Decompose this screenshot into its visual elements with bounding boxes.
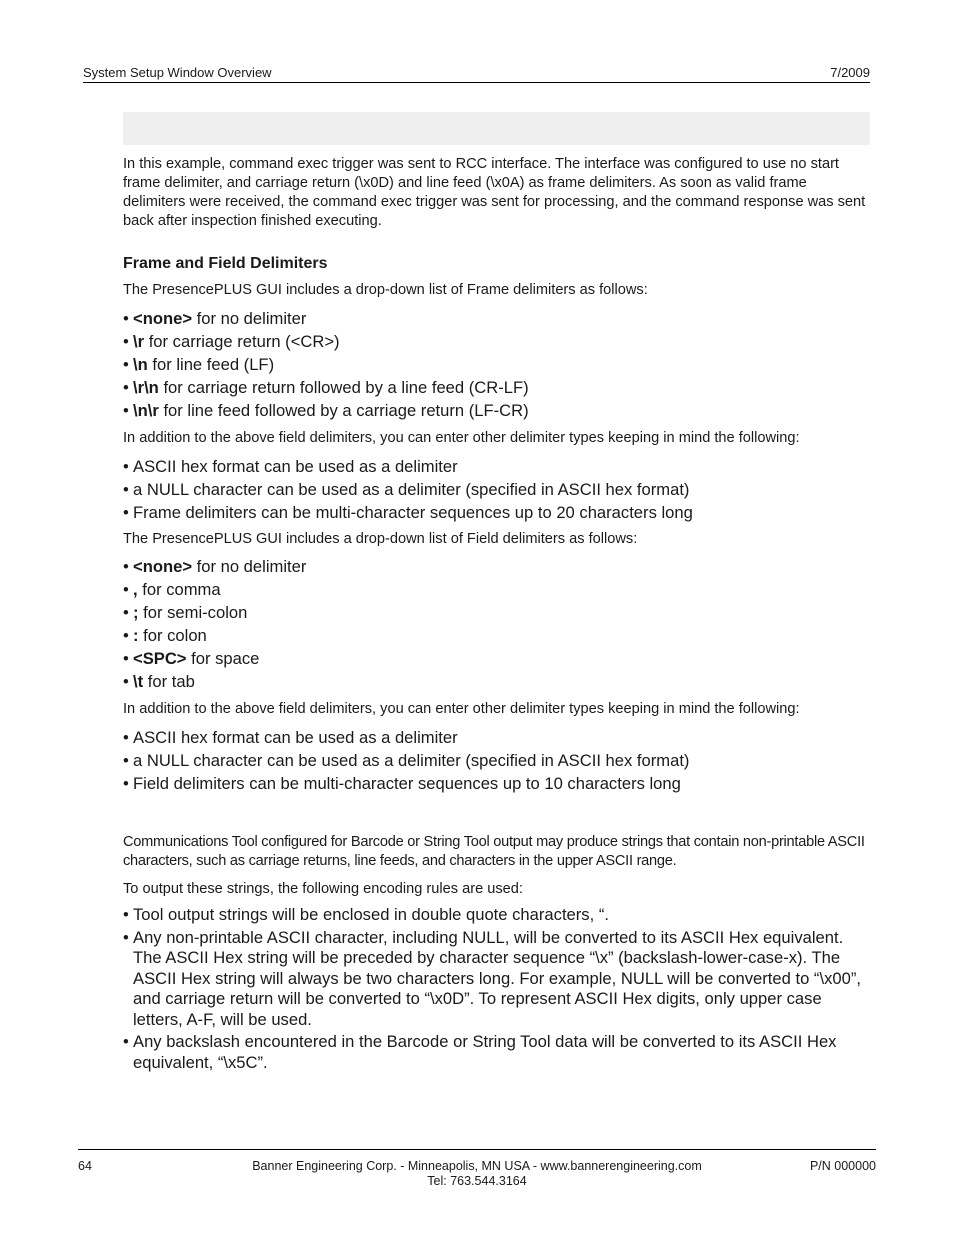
- list-item: • Tool output strings will be enclosed in double quote characters, “.: [123, 905, 871, 926]
- header-date: 7/2009: [830, 65, 870, 80]
- list-item: • ; for semi-colon: [123, 601, 871, 624]
- list-item: • a NULL character can be used as a delimiter (specified in ASCII hex format): [123, 749, 871, 772]
- intro-paragraph: In this example, command exec trigger was sent to RCC interface. The interface was configured to use no start frame delimiter, and carriage return (\x0D) and line feed (\x0A) as frame delimiters. As soon as valid frame delimiters were received, the command exec trigger was sent for processing, and the command response was sent back after inspection finished executing.: [123, 156, 866, 229]
- field-intro: The PresencePLUS GUI includes a drop-down list of Field delimiters as follows:: [123, 531, 638, 547]
- list-item: • <SPC> for space: [123, 647, 871, 670]
- list-item: • \r for carriage return (<CR>): [123, 330, 871, 353]
- list-item: • \n\r for line feed followed by a carriage return (LF-CR): [123, 399, 871, 422]
- field-delimiter-list: [123, 555, 871, 693]
- comm-paragraph: Communications Tool configured for Barcode or String Tool output may produce strings that contain non-printable ASCII characters, such as carriage returns, line feeds, and characters in the upper ASCII range.: [123, 834, 865, 869]
- encoding-intro: To output these strings, the following encoding rules are used:: [123, 881, 523, 897]
- list-item: • ASCII hex format can be used as a delimiter: [123, 726, 871, 749]
- gray-band: [123, 112, 870, 145]
- list-item: • <none> for no delimiter: [123, 307, 871, 330]
- list-item: • : for colon: [123, 624, 871, 647]
- list-item: • Field delimiters can be multi-character sequences up to 10 characters long: [123, 772, 871, 795]
- list-item: • Frame delimiters can be multi-character sequences up to 20 characters long: [123, 501, 871, 524]
- main-content: [123, 155, 871, 1075]
- frame-intro: The PresencePLUS GUI includes a drop-down list of Frame delimiters as follows:: [123, 282, 648, 298]
- field-extra-intro: In addition to the above field delimiters, you can enter other delimiter types keeping in mind the following:: [123, 701, 800, 717]
- footer-company: Banner Engineering Corp. - Minneapolis, MN USA - www.bannerengineering.com Tel: 763.544.3164: [252, 1159, 702, 1188]
- encoding-rules-list: [123, 905, 871, 1073]
- list-item: • a NULL character can be used as a delimiter (specified in ASCII hex format): [123, 478, 871, 501]
- list-item: • \t for tab: [123, 670, 871, 693]
- page-number: 64: [78, 1159, 92, 1173]
- frame-extra-intro: In addition to the above field delimiters, you can enter other delimiter types keeping in mind the following:: [123, 430, 800, 446]
- frame-delimiter-list: [123, 307, 871, 422]
- header-title: System Setup Window Overview: [83, 65, 272, 80]
- page-footer: [78, 1149, 876, 1188]
- list-item: • Any non-printable ASCII character, including NULL, will be converted to its ASCII Hex equivalent. The ASCII Hex string will be preceded by character sequence “\x” (backslash-lower-case-x). The ASCII Hex string will always be two characters long. For example, NULL will be converted to “\x00”, and carriage return will be converted to “\x0D”. To represent ASCII Hex digits, only upper case letters, A-F, will be used.: [123, 928, 871, 1031]
- page-header: [83, 64, 870, 83]
- list-item: • Any backslash encountered in the Barcode or String Tool data will be converted to its ASCII Hex equivalent, “\x5C”.: [123, 1032, 871, 1073]
- list-item: • , for comma: [123, 578, 871, 601]
- field-extra-list: [123, 726, 871, 795]
- list-item: • ASCII hex format can be used as a delimiter: [123, 455, 871, 478]
- section-title: Frame and Field Delimiters: [123, 255, 328, 272]
- part-number: P/N 000000: [809, 1159, 876, 1173]
- list-item: • \n for line feed (LF): [123, 353, 871, 376]
- list-item: • <none> for no delimiter: [123, 555, 871, 578]
- list-item: • \r\n for carriage return followed by a line feed (CR-LF): [123, 376, 871, 399]
- frame-extra-list: [123, 455, 871, 524]
